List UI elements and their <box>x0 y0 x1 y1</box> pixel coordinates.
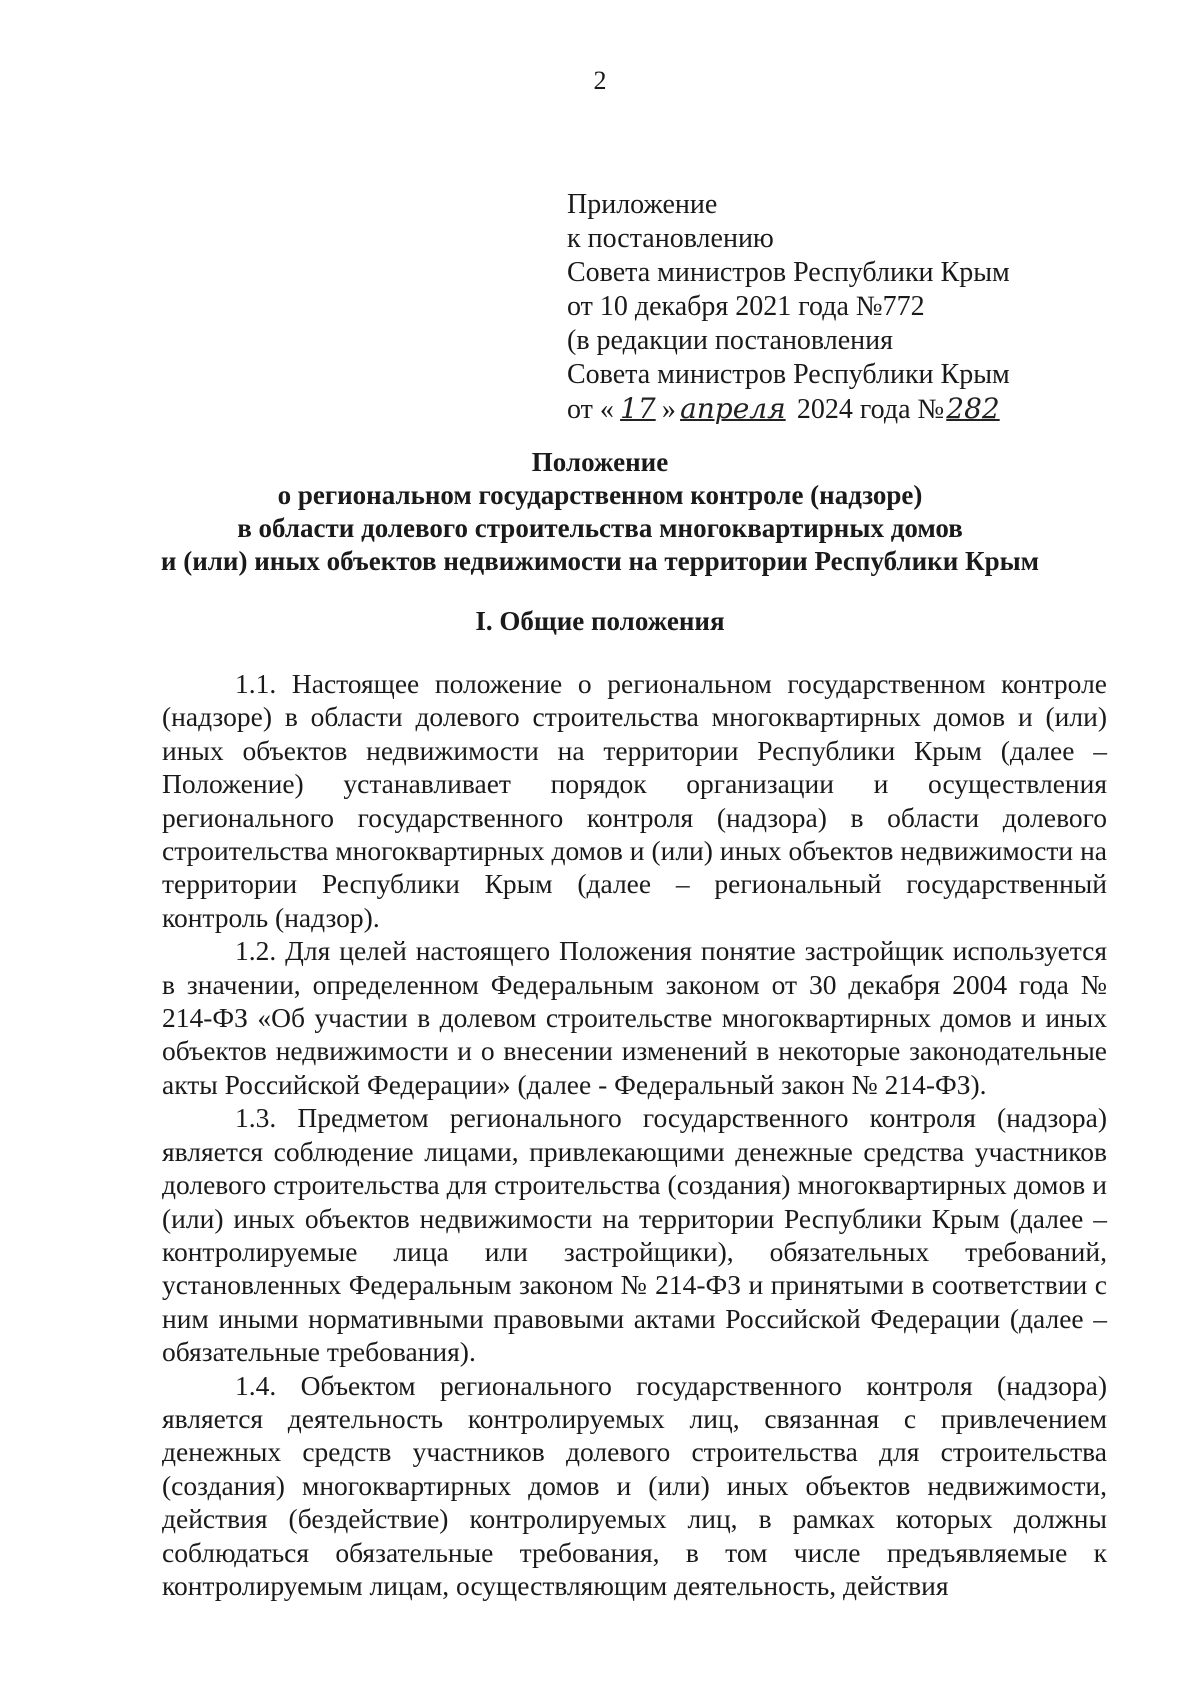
paragraph-1-3: 1.3. Предметом регионального государственного контроля (надзора) является соблюдение лицами, привлекающими денежные средства участников долевого строительства для строительства (создания) многоквартирных домов и (или) иных объектов недвижимости на территории Республики Крым (далее – контролируемые лица или застройщики), обязательных требований, установленных Федеральным законом № 214-ФЗ и принятыми в соответствии с ним иными нормативными правовыми актами Российской Федерации (далее – обязательные требования). <box>162 1102 1107 1368</box>
title-line: о региональном государственном контроле (надзоре) <box>277 480 923 510</box>
appendix-line: к постановлению <box>567 223 774 254</box>
appendix-line: Совета министров Республики Крым <box>567 359 1010 390</box>
section-heading: I. Общие положения <box>475 606 725 636</box>
page-number: 2 <box>593 66 607 95</box>
appendix-line: Совета министров Республики Крым <box>567 257 1010 288</box>
document-title <box>0 446 1200 578</box>
paragraph-1-2: 1.2. Для целей настоящего Положения понятие застройщик используется в значении, определенном Федеральным законом от 30 декабря 2004 года № 214-ФЗ «Об участии в долевом строительстве многоквартирных домов и иных объектов недвижимости и о внесении изменений в некоторые законодательные акты Российской Федерации» (далее - Федеральный закон № 214-ФЗ). <box>162 935 1107 1100</box>
date-prefix: от « <box>567 394 614 425</box>
paragraph-1-1: 1.1. Настоящее положение о региональном государственном контроле (надзоре) в области долевого строительства многоквартирных домов и (или) иных объектов недвижимости на территории Республики Крым (далее – Положение) устанавливает порядок организации и осуществления регионального государственного контроля (надзора) в области долевого строительства многоквартирных домов и (или) иных объектов недвижимости на территории Республики Крым (далее – региональный государственный контроль (надзор). <box>162 668 1107 933</box>
document-body <box>162 667 1107 1602</box>
paragraph-1-4: 1.4. Объектом регионального государственного контроля (надзора) является деятельность контролируемых лиц, связанная с привлечением денежных средств участников долевого строительства для строительства (создания) многоквартирных домов и (или) иных объектов недвижимости, действия (бездействие) контролируемых лиц, в рамках которых должны соблюдаться обязательные требования, в том числе предъявляемые к контролируемым лицам, осуществляющим деятельность, действия <box>162 1369 1107 1601</box>
appendix-line: (в редакции постановления <box>567 325 894 356</box>
title-line: Положение <box>531 447 669 477</box>
handwritten-doc-number: 282 <box>946 392 1000 425</box>
title-line: и (или) иных объектов недвижимости на территории Республики Крым <box>160 546 1040 576</box>
appendix-line: Приложение <box>567 189 718 220</box>
handwritten-month: апреля <box>680 392 786 425</box>
handwritten-day: 17 <box>620 392 656 425</box>
appendix-header <box>567 188 1010 427</box>
date-mid: » <box>661 394 676 425</box>
appendix-line: от 10 декабря 2021 года №772 <box>567 291 925 322</box>
date-suffix: 2024 года № <box>789 394 945 425</box>
appendix-date-line <box>567 392 1010 427</box>
title-line: в области долевого строительства многоквартирных домов <box>237 513 963 543</box>
